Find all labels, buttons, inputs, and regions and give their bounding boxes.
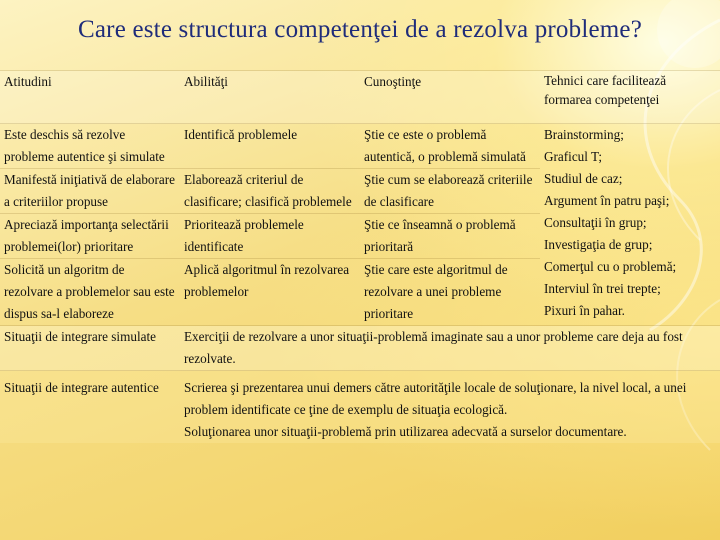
cunostinta-cell: Ştie ce înseamnă o problemă prioritară [360,214,540,259]
tehnica-item: Investigaţia de grup; [544,237,653,252]
tehnica-item: Consultaţii în grup; [544,215,647,230]
situatii-autentice-line2: Soluţionarea unor situaţii-problemă prin utilizarea adecvată a surselor documentare. [184,424,627,439]
table-header-row [0,71,720,124]
situatii-simulate-text: Exerciţii de rezolvare a unor situaţii-problemă imaginate sau a unor probleme care deja au fost rezolvate. [180,326,720,371]
abilitate-cell: Identifică problemele [180,124,360,169]
atitudine-cell: Solicită un algoritm de rezolvare a problemelor sau este dispus sa-l elaboreze [0,259,180,326]
tehnica-item: Pixuri în pahar. [544,303,625,318]
tehnica-item: Interviul în trei trepte; [544,281,661,296]
atitudine-cell: Apreciază importanţa selectării problemei(lor) prioritare [0,214,180,259]
header-cunostinte: Cunoştinţe [360,71,540,124]
tehnici-cell [540,124,720,326]
situatii-autentice-line1: Scrierea şi prezentarea unui demers către autorităţile locale de soluţionare, la nivel local, a unei problem identificate ce ţine de exemplu de situaţia ecologică. [184,380,687,417]
competence-table [0,70,720,443]
atitudine-cell: Este deschis să rezolve probleme autentice şi simulate [0,124,180,169]
tehnica-item: Comerţul cu o problemă; [544,259,677,274]
tehnica-item: Brainstorming; [544,127,624,142]
page-title: Care este structura competenţei de a rezolva probleme? [78,16,642,43]
cunostinta-cell: Ştie care este algoritmul de rezolvare a unei probleme prioritare [360,259,540,326]
situatii-autentice-cell [180,371,720,444]
cunostinta-cell: Ştie ce este o problemă autentică, o problemă simulată [360,124,540,169]
tehnica-item: Studiul de caz; [544,171,623,186]
table-row [0,124,720,169]
abilitate-cell: Aplică algoritmul în rezolvarea problemelor [180,259,360,326]
abilitate-cell: Elaborează criteriul de clasificare; clasifică problemele [180,169,360,214]
table-row-situatii-simulate [0,326,720,371]
header-atitudini: Atitudini [0,71,180,124]
header-abilitati: Abilităţi [180,71,360,124]
abilitate-cell: Prioritează problemele identificate [180,214,360,259]
header-tehnici: Tehnici care facilitează formarea competenţei [540,71,720,124]
table-row-situatii-autentice [0,371,720,444]
situatii-simulate-label: Situaţii de integrare simulate [0,326,180,371]
cunostinta-cell: Ştie cum se elaborează criteriile de clasificare [360,169,540,214]
tehnica-item: Argument în patru paşi; [544,193,670,208]
atitudine-cell: Manifestă iniţiativă de elaborare a criteriilor propuse [0,169,180,214]
tehnica-item: Graficul T; [544,149,602,164]
situatii-autentice-label: Situaţii de integrare autentice [0,371,180,444]
